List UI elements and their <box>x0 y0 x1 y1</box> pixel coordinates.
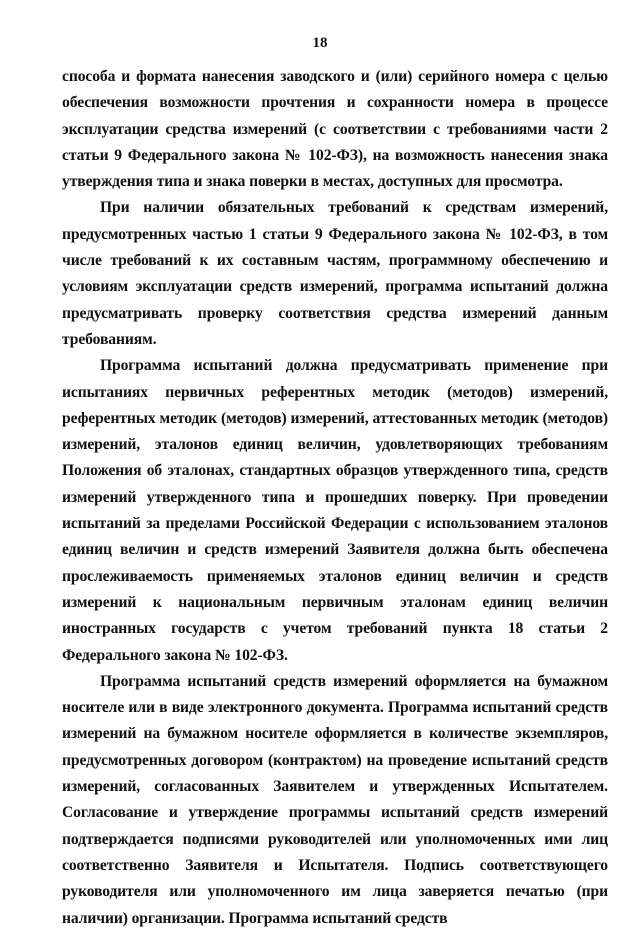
paragraph-methods: Программа испытаний должна предусматривать применение при испытаниях первичных референтных методик (методов) измерений, референтных методик (методов) измерений, аттестованных методик (методов) измерений, эталонов единиц величин, удовлетворяющих требованиям Положения об эталонах, стандартных образцов утвержденного типа, средств измерений утвержденного типа и прошедших поверку. При проведении испытаний за пределами Российской Федерации с использованием эталонов единиц величин и средств измерений Заявителя должна быть обеспечена прослеживаемость применяемых эталонов единиц величин и средств измерений к национальным первичным эталонам единиц величин иностранных государств с учетом требований пункта 18 статьи 2 Федерального закона № 102-ФЗ. <box>62 357 608 664</box>
page-number: 18 <box>312 35 328 51</box>
document-body <box>62 64 608 932</box>
paragraph-continuation: способа и формата нанесения заводского и (или) серийного номера с целью обеспечения возможности прочтения и сохранности номера в процессе эксплуатации средства измерений (с соответствии с требованиями части 2 статьи 9 Федерального закона № 102-ФЗ), на возможность нанесения знака утверждения типа и знака поверки в местах, доступных для просмотра. <box>62 68 608 191</box>
paragraph-program-format: Программа испытаний средств измерений оформляется на бумажном носителе или в виде электронного документа. Программа испытаний средств измерений на бумажном носителе оформляется в количестве экземпляров, предусмотренных договором (контрактом) на проведение испытаний средств измерений, согласованных Заявителем и утвержденных Испытателем. Согласование и утверждение программы испытаний средств измерений подтверждается подписями руководителей или уполномоченных ими лиц соответственно Заявителя и Испытателя. Подпись соответствующего руководителя или уполномоченного им лица заверяется печатью (при наличии) организации. Программа испытаний средств <box>62 672 608 927</box>
paragraph-requirements: При наличии обязательных требований к средствам измерений, предусмотренных частью 1 статьи 9 Федерального закона № 102-ФЗ, в том числе требований к их составным частям, программному обеспечению и условиям эксплуатации средств измерений, программа испытаний должна предусматривать проверку соответствия средства измерений данным требованиям. <box>62 199 608 348</box>
